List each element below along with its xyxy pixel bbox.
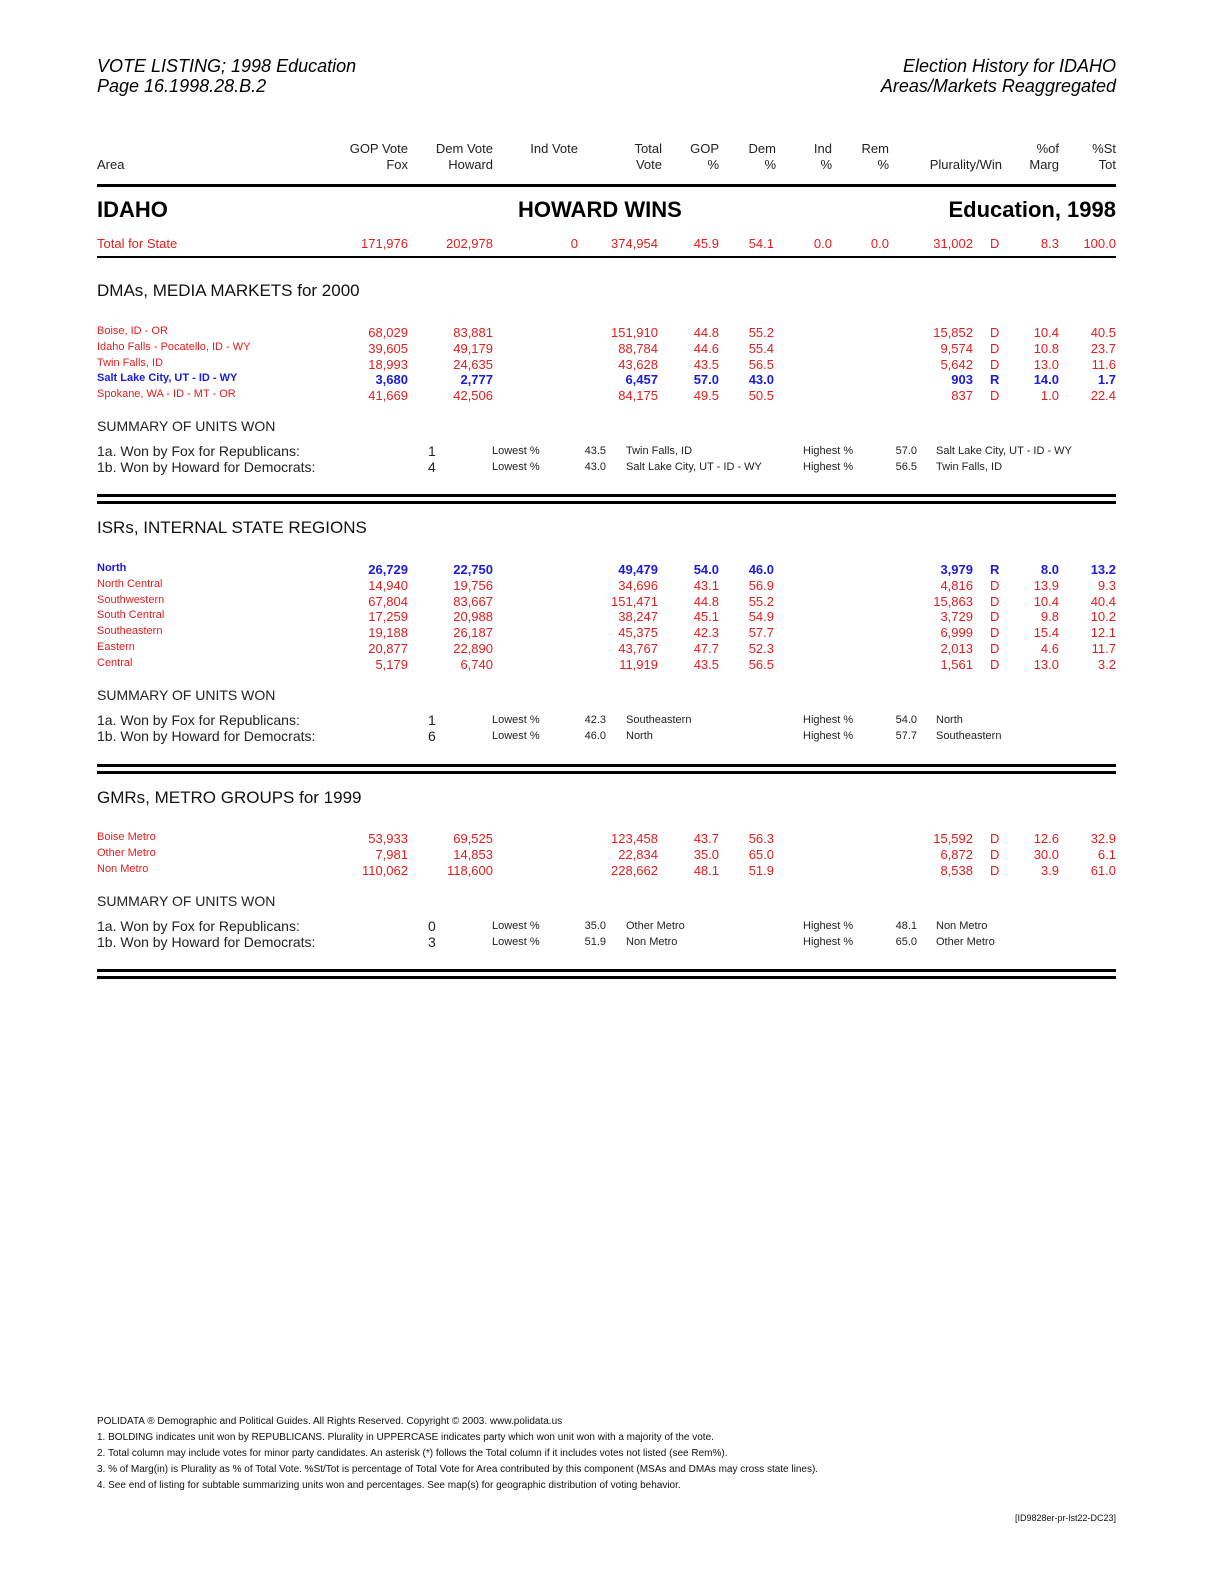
gop-pct: 43.5 xyxy=(693,656,719,672)
gop-pct: 42.3 xyxy=(693,625,719,641)
winner-party: D xyxy=(990,641,1000,656)
highest-value: 57.0 xyxy=(895,445,917,457)
summary-line-rep xyxy=(0,712,1224,728)
area-name: Non Metro xyxy=(97,862,149,875)
gop-pct: 44.6 xyxy=(693,340,719,356)
col-rem-pct: Rem % xyxy=(861,141,889,172)
tot-pct: 1.7 xyxy=(1097,372,1116,388)
section-rule xyxy=(97,771,1116,774)
summary-line-rep xyxy=(0,918,1224,934)
table-row xyxy=(0,863,1224,879)
summary-count: 6 xyxy=(428,728,436,744)
highest-value: 65.0 xyxy=(895,936,917,948)
total-vote: 151,471 xyxy=(611,593,658,609)
lowest-label: Lowest % xyxy=(492,920,540,932)
tot-pct: 32.9 xyxy=(1090,831,1116,846)
total-vote: 43,767 xyxy=(618,641,658,656)
total-vote: 84,175 xyxy=(618,388,658,404)
table-row xyxy=(0,341,1224,357)
area-name: Southeastern xyxy=(97,625,163,638)
gop-pct: 47.7 xyxy=(693,641,719,656)
section-title-gmr: GMRs, METRO GROUPS for 1999 xyxy=(97,788,362,807)
state-tot: 100.0 xyxy=(1083,236,1116,251)
gop-vote: 3,680 xyxy=(375,372,408,388)
highest-label: Highest % xyxy=(803,445,854,457)
summary-heading: SUMMARY OF UNITS WON xyxy=(97,893,276,909)
gop-vote: 41,669 xyxy=(368,388,408,404)
area-name: Other Metro xyxy=(97,846,156,859)
highest-label: Highest % xyxy=(803,730,854,742)
summary-line-dem xyxy=(0,934,1224,950)
marg-pct: 13.0 xyxy=(1033,356,1059,372)
highest-unit: Other Metro xyxy=(936,936,995,948)
dem-vote: 42,506 xyxy=(453,388,493,404)
plurality: 6,872 xyxy=(940,846,973,862)
lowest-unit: Twin Falls, ID xyxy=(626,445,693,457)
state-ind-pct: 0.0 xyxy=(813,236,832,251)
summary-line-dem xyxy=(0,459,1224,475)
state-rem-pct: 0.0 xyxy=(870,236,889,251)
lowest-unit: Southeastern xyxy=(626,714,692,726)
section-title-dma: DMAs, MEDIA MARKETS for 2000 xyxy=(97,281,360,300)
section-title-isr: ISRs, INTERNAL STATE REGIONS xyxy=(97,518,367,537)
dem-vote: 49,179 xyxy=(453,340,493,356)
dem-vote: 14,853 xyxy=(453,846,493,862)
page-number: Page 16.1998.28.B.2 xyxy=(97,76,267,96)
report-title-line1: VOTE LISTING; 1998 Education xyxy=(97,56,357,76)
header-rule xyxy=(97,184,1116,187)
gop-vote: 18,993 xyxy=(368,356,408,372)
gop-pct: 43.7 xyxy=(693,831,719,846)
dem-pct: 65.0 xyxy=(748,846,774,862)
lowest-label: Lowest % xyxy=(492,714,540,726)
dem-pct: 54.9 xyxy=(748,609,774,625)
plurality: 9,574 xyxy=(940,340,973,356)
winner-party: D xyxy=(990,846,1000,862)
highest-value: 48.1 xyxy=(895,920,917,932)
dem-vote: 2,777 xyxy=(460,372,493,388)
col-area: Area xyxy=(97,157,125,172)
report-subtitle xyxy=(881,56,1116,96)
marg-pct: 10.8 xyxy=(1033,340,1059,356)
tot-pct: 40.5 xyxy=(1090,325,1116,340)
report-subtitle-line2: Areas/Markets Reaggregated xyxy=(880,76,1116,96)
area-name: Twin Falls, ID xyxy=(97,356,164,369)
highest-unit: Southeastern xyxy=(936,730,1002,742)
state-marg: 8.3 xyxy=(1040,236,1059,251)
table-row xyxy=(0,609,1224,625)
lowest-value: 42.3 xyxy=(584,714,606,726)
state-winner: D xyxy=(990,236,1000,251)
area-name: Spokane, WA - ID - MT - OR xyxy=(97,388,236,401)
highest-label: Highest % xyxy=(803,920,854,932)
section-rule xyxy=(97,969,1116,972)
total-vote: 38,247 xyxy=(618,609,658,625)
summary-heading: SUMMARY OF UNITS WON xyxy=(97,687,276,703)
winner-party: D xyxy=(990,656,1000,672)
plurality: 2,013 xyxy=(940,641,973,656)
plurality: 6,999 xyxy=(940,625,973,641)
plurality: 8,538 xyxy=(940,862,973,878)
marg-pct: 1.0 xyxy=(1040,388,1059,404)
lowest-unit: North xyxy=(626,730,653,742)
dem-pct: 52.3 xyxy=(748,641,774,656)
state-dem-pct: 54.1 xyxy=(748,236,774,251)
gop-pct: 44.8 xyxy=(693,593,719,609)
lowest-unit: Salt Lake City, UT - ID - WY xyxy=(626,461,762,473)
tot-pct: 10.2 xyxy=(1090,609,1116,625)
marg-pct: 4.6 xyxy=(1040,641,1059,656)
report-title xyxy=(97,56,356,96)
marg-pct: 13.9 xyxy=(1033,577,1059,593)
dem-vote: 83,667 xyxy=(453,593,493,609)
marg-pct: 14.0 xyxy=(1033,372,1059,388)
lowest-unit: Other Metro xyxy=(626,920,685,932)
tot-pct: 61.0 xyxy=(1090,862,1116,878)
highest-label: Highest % xyxy=(803,936,854,948)
tot-pct: 11.6 xyxy=(1091,356,1116,372)
gop-pct: 49.5 xyxy=(693,388,719,404)
lowest-label: Lowest % xyxy=(492,461,540,473)
table-row xyxy=(0,641,1224,657)
winner-party: D xyxy=(990,356,1000,372)
dem-pct: 57.7 xyxy=(748,625,774,641)
gop-vote: 53,933 xyxy=(368,831,408,846)
dem-pct: 56.5 xyxy=(748,356,774,372)
dem-vote: 69,525 xyxy=(453,831,493,846)
dem-pct: 46.0 xyxy=(748,562,774,577)
dem-pct: 51.9 xyxy=(748,862,774,878)
lowest-label: Lowest % xyxy=(492,730,540,742)
area-name: Southwestern xyxy=(97,593,165,606)
summary-count: 0 xyxy=(428,918,436,934)
tot-pct: 23.7 xyxy=(1090,340,1116,356)
lowest-unit: Non Metro xyxy=(626,936,678,948)
footnotes xyxy=(97,1414,818,1494)
section-rule xyxy=(97,501,1116,504)
state-total-label: Total for State xyxy=(97,236,178,251)
summary-count: 3 xyxy=(428,934,436,950)
dem-pct: 43.0 xyxy=(748,372,774,388)
dem-pct: 56.5 xyxy=(748,656,774,672)
gop-vote: 39,605 xyxy=(368,340,408,356)
dem-vote: 83,881 xyxy=(453,325,493,340)
state-ind-vote: 0 xyxy=(570,236,578,251)
marg-pct: 15.4 xyxy=(1033,625,1059,641)
total-vote: 34,696 xyxy=(618,577,658,593)
table-row xyxy=(0,388,1224,404)
plurality: 837 xyxy=(951,388,973,404)
total-vote: 22,834 xyxy=(618,846,658,862)
gop-pct: 43.5 xyxy=(693,356,719,372)
dem-pct: 50.5 xyxy=(748,388,774,404)
dem-vote: 6,740 xyxy=(460,656,493,672)
copyright-line: POLIDATA ® Demographic and Political Guides. All Rights Reserved. Copyright © 2003. www.polidata.us xyxy=(97,1416,563,1427)
highest-label: Highest % xyxy=(803,461,854,473)
dem-pct: 55.4 xyxy=(748,340,774,356)
tot-pct: 22.4 xyxy=(1090,388,1116,404)
summary-line-rep xyxy=(0,443,1224,459)
col-gop-pct: GOP % xyxy=(690,141,719,172)
area-name: Boise Metro xyxy=(97,831,156,843)
state-plurality: 31,002 xyxy=(933,236,973,251)
table-row xyxy=(0,831,1224,847)
dem-vote: 24,635 xyxy=(453,356,493,372)
winner-party: D xyxy=(990,831,1000,846)
state-gop-pct: 45.9 xyxy=(693,236,719,251)
gop-pct: 54.0 xyxy=(693,562,719,577)
state-total-rule xyxy=(97,256,1116,258)
marg-pct: 30.0 xyxy=(1033,846,1059,862)
table-row xyxy=(0,578,1224,594)
gop-vote: 19,188 xyxy=(368,625,408,641)
footnote-2: 2. Total column may include votes for minor party candidates. An asterisk (*) follows the Total column if it includes votes not listed (see Rem%). xyxy=(97,1448,728,1459)
highest-value: 56.5 xyxy=(895,461,917,473)
summary-count: 1 xyxy=(428,712,436,728)
dem-pct: 56.3 xyxy=(748,831,774,846)
summary-heading: SUMMARY OF UNITS WON xyxy=(97,418,276,434)
gop-vote: 110,062 xyxy=(361,862,408,878)
total-vote: 43,628 xyxy=(618,356,658,372)
col-plurality: Plurality/Win xyxy=(929,157,1002,172)
office-title: Education, 1998 xyxy=(948,197,1116,222)
highest-unit: Salt Lake City, UT - ID - WY xyxy=(936,445,1072,457)
plurality: 15,863 xyxy=(933,593,973,609)
gop-vote: 68,029 xyxy=(368,325,408,340)
table-row xyxy=(0,594,1224,610)
column-headers xyxy=(0,141,1224,175)
tot-pct: 9.3 xyxy=(1097,577,1116,593)
plurality: 3,729 xyxy=(940,609,973,625)
winner-party: R xyxy=(990,372,1000,388)
winner-party: D xyxy=(990,625,1000,641)
lowest-value: 51.9 xyxy=(584,936,606,948)
col-ind-pct: Ind % xyxy=(813,141,832,172)
winner-party: D xyxy=(990,388,1000,404)
marg-pct: 10.4 xyxy=(1033,325,1059,340)
gop-vote: 26,729 xyxy=(368,562,408,577)
gop-vote: 20,877 xyxy=(368,641,408,656)
total-vote: 123,458 xyxy=(611,831,658,846)
summary-count: 4 xyxy=(428,459,436,475)
section-rule xyxy=(97,976,1116,979)
summary-count: 1 xyxy=(428,443,436,459)
state-gop-vote: 171,976 xyxy=(361,236,408,251)
table-row xyxy=(0,657,1224,673)
highest-unit: North xyxy=(936,714,963,726)
highest-unit: Twin Falls, ID xyxy=(936,461,1003,473)
table-row xyxy=(0,562,1224,578)
col-marg: %of Marg xyxy=(1029,141,1059,172)
plurality: 15,592 xyxy=(933,831,973,846)
dem-pct: 55.2 xyxy=(748,593,774,609)
area-name: Eastern xyxy=(97,641,135,653)
section-rule xyxy=(97,494,1116,497)
gop-pct: 48.1 xyxy=(693,862,719,878)
summary-label: 1a. Won by Fox for Republicans: xyxy=(97,712,300,728)
plurality: 15,852 xyxy=(933,325,973,340)
plurality: 3,979 xyxy=(940,562,973,577)
marg-pct: 13.0 xyxy=(1033,656,1059,672)
tot-pct: 3.2 xyxy=(1097,656,1116,672)
total-vote: 49,479 xyxy=(618,562,658,577)
col-dem-vote: Dem Vote Howard xyxy=(435,141,493,172)
marg-pct: 8.0 xyxy=(1040,562,1059,577)
document-code: [ID9828er-pr-lst22-DC23] xyxy=(1014,1513,1116,1523)
plurality: 903 xyxy=(951,372,973,388)
tot-pct: 12.1 xyxy=(1090,625,1116,641)
dem-vote: 118,600 xyxy=(446,862,493,878)
area-name: North Central xyxy=(97,577,163,590)
gop-vote: 5,179 xyxy=(375,656,408,672)
marg-pct: 9.8 xyxy=(1040,609,1059,625)
lowest-value: 46.0 xyxy=(584,730,606,742)
gop-pct: 57.0 xyxy=(693,372,719,388)
gop-vote: 17,259 xyxy=(368,609,408,625)
gop-pct: 35.0 xyxy=(693,846,719,862)
dem-pct: 56.9 xyxy=(748,577,774,593)
gop-pct: 44.8 xyxy=(693,325,719,340)
lowest-value: 43.0 xyxy=(584,461,606,473)
col-total-vote: Total Vote xyxy=(634,141,662,172)
tot-pct: 40.4 xyxy=(1090,593,1116,609)
plurality: 1,561 xyxy=(940,656,973,672)
highest-label: Highest % xyxy=(803,714,854,726)
area-name: South Central xyxy=(97,609,165,622)
summary-label: 1a. Won by Fox for Republicans: xyxy=(97,443,300,459)
total-vote: 151,910 xyxy=(611,325,658,340)
state-dem-vote: 202,978 xyxy=(446,236,493,251)
highest-unit: Non Metro xyxy=(936,920,988,932)
area-name: Boise, ID - OR xyxy=(97,325,168,337)
gop-vote: 67,804 xyxy=(368,593,408,609)
summary-line-dem xyxy=(0,728,1224,744)
dem-vote: 22,750 xyxy=(453,562,493,577)
footnote-1: 1. BOLDING indicates unit won by REPUBLICANS. Plurality in UPPERCASE indicates party which won unit won with a majority of the vote. xyxy=(97,1432,714,1443)
tot-pct: 13.2 xyxy=(1090,562,1116,577)
area-name: North xyxy=(97,562,127,574)
summary-label: 1b. Won by Howard for Democrats: xyxy=(97,728,316,744)
gop-pct: 43.1 xyxy=(693,577,719,593)
winner-party: D xyxy=(990,340,1000,356)
winner-party: D xyxy=(990,325,1000,340)
summary-label: 1a. Won by Fox for Republicans: xyxy=(97,918,300,934)
lowest-label: Lowest % xyxy=(492,445,540,457)
section-rule xyxy=(97,764,1116,767)
table-row xyxy=(0,325,1224,341)
winner-party: D xyxy=(990,609,1000,625)
area-name: Idaho Falls - Pocatello, ID - WY xyxy=(97,340,251,353)
winner-party: D xyxy=(990,593,1000,609)
highest-value: 57.7 xyxy=(895,730,917,742)
race-result: HOWARD WINS xyxy=(518,197,682,222)
highest-value: 54.0 xyxy=(895,714,917,726)
total-vote: 228,662 xyxy=(611,862,658,878)
col-ind-vote: Ind Vote xyxy=(530,141,578,156)
table-row xyxy=(0,372,1224,388)
summary-label: 1b. Won by Howard for Democrats: xyxy=(97,934,316,950)
table-row xyxy=(0,625,1224,641)
plurality: 4,816 xyxy=(940,577,973,593)
total-vote: 45,375 xyxy=(618,625,658,641)
dem-vote: 19,756 xyxy=(453,577,493,593)
total-vote: 11,919 xyxy=(619,656,658,672)
lowest-value: 43.5 xyxy=(584,445,606,457)
plurality: 5,642 xyxy=(940,356,973,372)
area-name: Salt Lake City, UT - ID - WY xyxy=(97,372,238,385)
total-vote: 88,784 xyxy=(618,340,658,356)
summary-label: 1b. Won by Howard for Democrats: xyxy=(97,459,316,475)
table-row xyxy=(0,847,1224,863)
dem-vote: 22,890 xyxy=(453,641,493,656)
lowest-label: Lowest % xyxy=(492,936,540,948)
state-name: IDAHO xyxy=(97,197,168,222)
lowest-value: 35.0 xyxy=(584,920,606,932)
dem-pct: 55.2 xyxy=(748,325,774,340)
marg-pct: 12.6 xyxy=(1033,831,1059,846)
winner-party: D xyxy=(990,577,1000,593)
col-gop-vote: GOP Vote Fox xyxy=(349,141,408,172)
marg-pct: 3.9 xyxy=(1040,862,1059,878)
footnote-3: 3. % of Marg(in) is Plurality as % of Total Vote. %St/Tot is percentage of Total Vote for Area contributed by this component (MSAs and DMAs may cross state lines). xyxy=(97,1464,819,1475)
winner-party: R xyxy=(990,562,1000,577)
dem-vote: 26,187 xyxy=(453,625,493,641)
winner-party: D xyxy=(990,862,1000,878)
dem-vote: 20,988 xyxy=(453,609,493,625)
gop-pct: 45.1 xyxy=(693,609,719,625)
table-row xyxy=(0,357,1224,373)
col-dem-pct: Dem % xyxy=(748,141,776,172)
tot-pct: 11.7 xyxy=(1091,641,1116,656)
total-vote: 6,457 xyxy=(625,372,658,388)
tot-pct: 6.1 xyxy=(1097,846,1116,862)
area-name: Central xyxy=(97,656,133,669)
state-total-vote: 374,954 xyxy=(611,236,658,251)
gop-vote: 14,940 xyxy=(368,577,408,593)
gop-vote: 7,981 xyxy=(375,846,408,862)
col-tot: %St Tot xyxy=(1092,141,1116,172)
marg-pct: 10.4 xyxy=(1033,593,1059,609)
report-subtitle-line1: Election History for IDAHO xyxy=(902,56,1116,76)
footnote-4: 4. See end of listing for subtable summarizing units won and percentages. See map(s) for geographic distribution of voting behavior. xyxy=(97,1480,681,1491)
state-total-row xyxy=(0,236,1224,252)
